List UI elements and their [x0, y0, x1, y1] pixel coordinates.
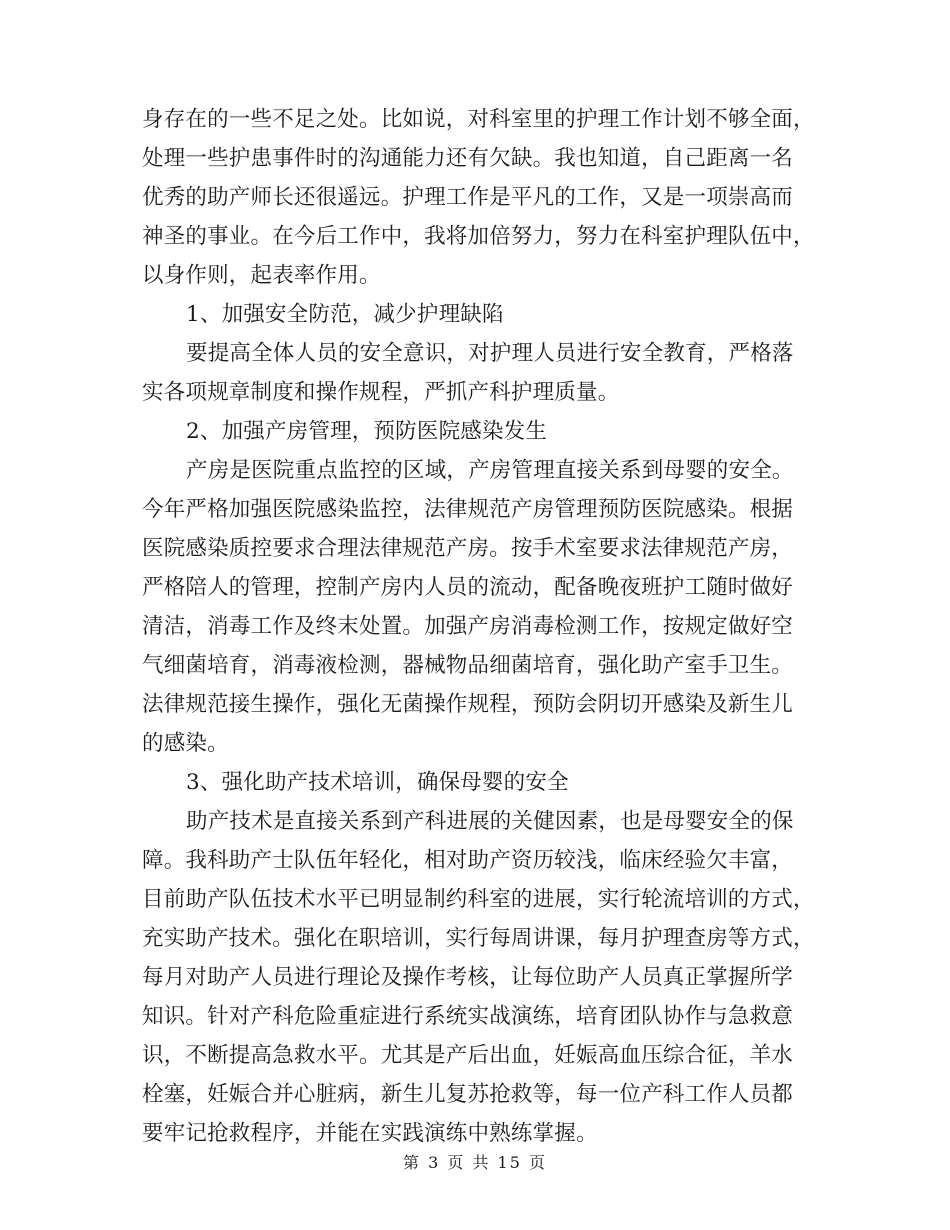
text-line: 处理一些护患事件时的沟通能力还有欠缺。我也知道，自己距离一名	[142, 146, 794, 171]
text-line: 实各项规章制度和操作规程，严抓产科护理质量。	[142, 380, 620, 405]
text-line: 的感染。	[142, 731, 229, 756]
text-line: 知识。针对产科危险重症进行系统实战演练，培育团队协作与急救意	[142, 1004, 794, 1029]
text-line: 目前助产队伍技术水平已明显制约科室的进展，实行轮流培训的方式，	[142, 887, 815, 912]
text-line: 气细菌培育，消毒液检测，器械物品细菌培育，强化助产室手卫生。	[142, 653, 794, 678]
text-line: 识，不断提高急救水平。尤其是产后出血，妊娠高血压综合征，羊水	[142, 1043, 794, 1068]
text-line: 清洁，消毒工作及终末处置。加强产房消毒检测工作，按规定做好空	[142, 614, 794, 639]
page-number-footer: 第 3 页 共 15 页	[403, 1153, 547, 1172]
text-line: 要提高全体人员的安全意识，对护理人员进行安全教育，严格落	[186, 341, 794, 366]
text-line: 1、加强安全防范，减少护理缺陷	[186, 302, 504, 327]
text-line: 3、强化助产技术培训，确保母婴的安全	[186, 770, 569, 795]
text-line: 障。我科助产士队伍年轻化，相对助产资历较浅，临床经验欠丰富，	[142, 848, 794, 873]
text-line: 今年严格加强医院感染监控，法律规范产房管理预防医院感染。根据	[142, 497, 794, 522]
text-line: 每月对助产人员进行理论及操作考核，让每位助产人员真正掌握所学	[142, 965, 794, 990]
text-line: 要牢记抢救程序，并能在实践演练中熟练掌握。	[142, 1121, 598, 1146]
text-line: 产房是医院重点监控的区域，产房管理直接关系到母婴的安全。	[186, 458, 794, 483]
text-line: 神圣的事业。在今后工作中，我将加倍努力，努力在科室护理队伍中，	[142, 224, 815, 249]
text-line: 栓塞，妊娠合并心脏病，新生儿复苏抢救等，每一位产科工作人员都	[142, 1082, 794, 1107]
text-line: 2、加强产房管理，预防医院感染发生	[186, 419, 548, 444]
text-line: 法律规范接生操作，强化无菌操作规程，预防会阴切开感染及新生儿	[142, 692, 794, 717]
text-line: 优秀的助产师长还很遥远。护理工作是平凡的工作，又是一项崇高而	[142, 185, 794, 210]
body-text	[142, 100, 815, 1153]
text-line: 充实助产技术。强化在职培训，实行每周讲课，每月护理查房等方式，	[142, 926, 815, 951]
text-line: 助产技术是直接关系到产科进展的关健因素，也是母婴安全的保	[186, 809, 794, 834]
text-line: 严格陪人的管理，控制产房内人员的流动，配备晚夜班护工随时做好	[142, 575, 794, 600]
text-line: 身存在的一些不足之处。比如说，对科室里的护理工作计划不够全面，	[142, 107, 815, 132]
text-line: 以身作则，起表率作用。	[142, 263, 381, 288]
text-line: 医院感染质控要求合理法律规范产房。按手术室要求法律规范产房，	[142, 536, 794, 561]
